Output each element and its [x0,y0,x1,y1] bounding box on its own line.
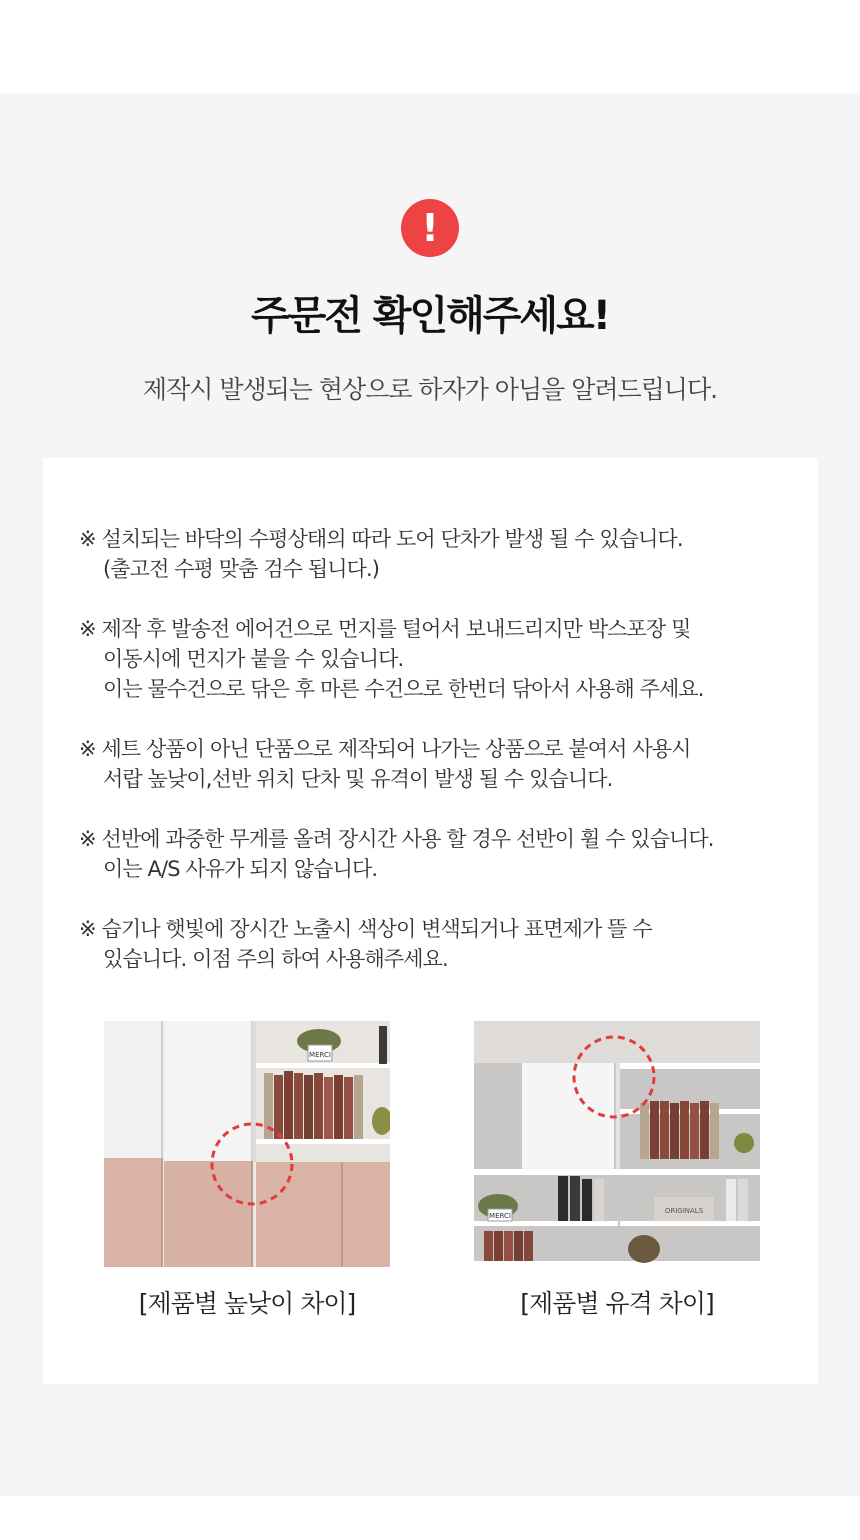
exclamation-icon: ! [401,199,459,257]
notice-line: ※ 습기나 햇빛에 장시간 노출시 색상이 변색되거나 표면제가 뜰 수 [79,917,652,941]
page-subtitle: 제작시 발생되는 현상으로 하자가 아님을 알려드립니다. [142,375,718,404]
notice-item [79,914,799,974]
notice-item [79,614,799,704]
mug-label: MERCI [309,1051,331,1059]
notice-line: 이는 물수건으로 닦은 후 마른 수건으로 한번더 닦아서 사용해 주세요. [103,677,704,701]
gap-difference-photo [474,1021,760,1267]
gap-difference-caption: [제품별 유격 차이] [520,1289,714,1318]
storage-box-label: ORIGINALS [664,1207,704,1215]
notice-card [43,458,818,1384]
notice-line: ※ 선반에 과중한 무게를 올려 장시간 사용 할 경우 선반이 휠 수 있습니다. [79,827,714,851]
notice-line: 이동시에 먼지가 붙을 수 있습니다. [103,647,404,671]
notice-item [79,824,799,884]
mug-label: MERCI [489,1212,511,1220]
notice-line: (출고전 수평 맞춤 검수 됩니다.) [103,557,380,581]
notice-line: ※ 제작 후 발송전 에어건으로 먼지를 털어서 보내드리지만 박스포장 및 [79,617,691,641]
page-title: 주문전 확인해주세요! [251,293,609,339]
notice-item [79,734,799,794]
notice-item [79,524,799,584]
height-difference-caption: [제품별 높낮이 차이] [138,1289,356,1318]
notice-line: ※ 세트 상품이 아닌 단품으로 제작되어 나가는 상품으로 붙여서 사용시 [79,737,691,761]
notice-line: ※ 설치되는 바닥의 수평상태의 따라 도어 단차가 발생 될 수 있습니다. [79,527,683,551]
notice-line: 있습니다. 이점 주의 하여 사용해주세요. [103,947,448,971]
notice-line: 서랍 높낮이,선반 위치 단차 및 유격이 발생 될 수 있습니다. [103,767,613,791]
height-difference-photo [104,1021,390,1267]
notice-line: 이는 A/S 사유가 되지 않습니다. [103,857,378,881]
